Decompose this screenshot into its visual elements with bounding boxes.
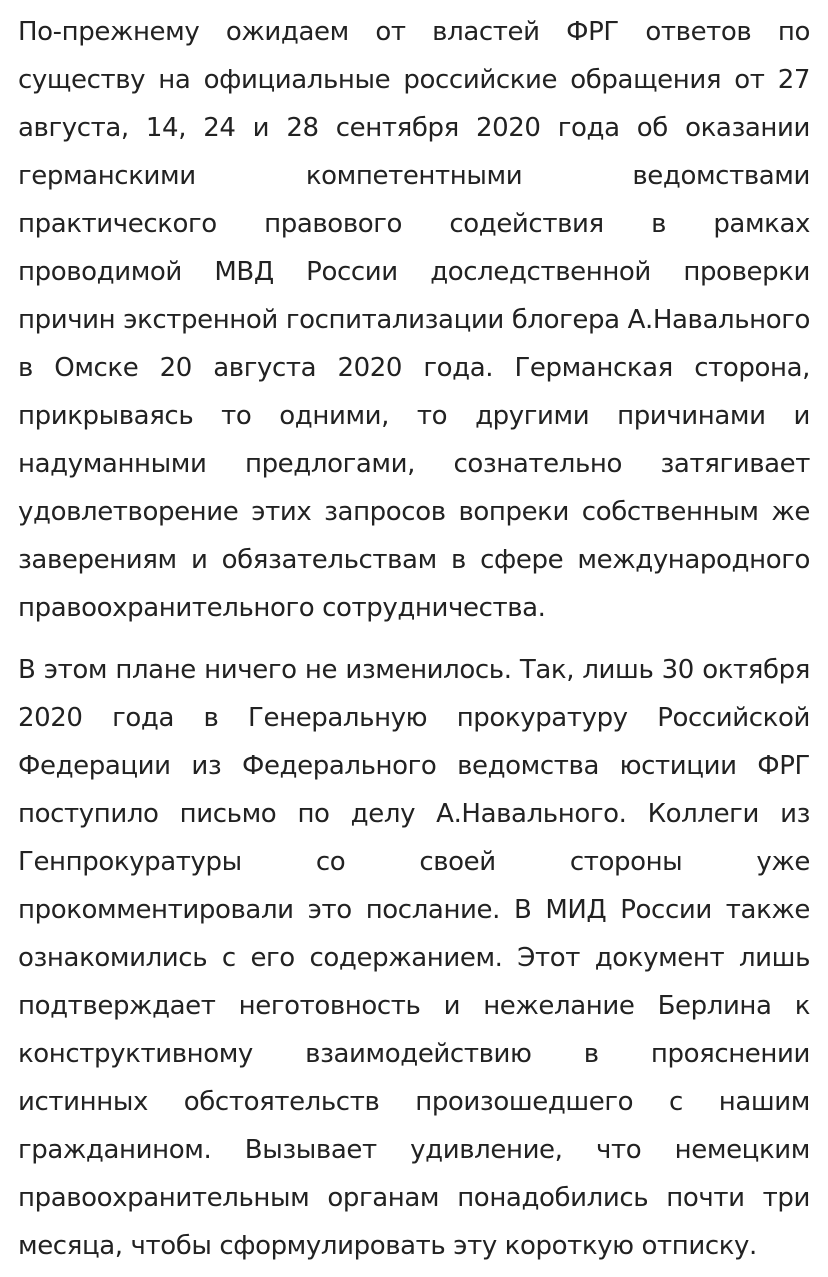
article-paragraph: По-прежнему ожидаем от властей ФРГ ответов по существу на официальные российские обращения от 27 августа, 14, 24 и 28 сентября 2020 года об оказании германскими компетентными ведомствами практического правового содействия в рамках проводимой МВД России доследственной проверки причин экстренной госпитализации блогера А.Навального в Омске 20 августа 2020 года. Германская сторона, прикрываясь то одними, то другими причинами и надуманными предлогами, сознательно затягивает удовлетворение этих запросов вопреки собственным же заверениям и обязательствам в сфере международного правоохранительного сотрудничества.	[18, 17, 810, 623]
article-paragraph: В этом плане ничего не изменилось. Так, лишь 30 октября 2020 года в Генеральную прокуратуру Российской Федерации из Федерального ведомства юстиции ФРГ поступило письмо по делу А.Навального. Коллеги из Генпрокуратуры со своей стороны уже прокомментировали это послание. В МИД России также ознакомились с его содержанием. Этот документ лишь подтверждает неготовность и нежелание Берлина к конструктивному взаимодействию в прояснении истинных обстоятельств произошедшего с нашим гражданином. Вызывает удивление, что немецким правоохранительным органам понадобились почти три месяца, чтобы сформулировать эту короткую отписку.	[18, 655, 810, 1261]
article-body	[18, 8, 810, 1270]
